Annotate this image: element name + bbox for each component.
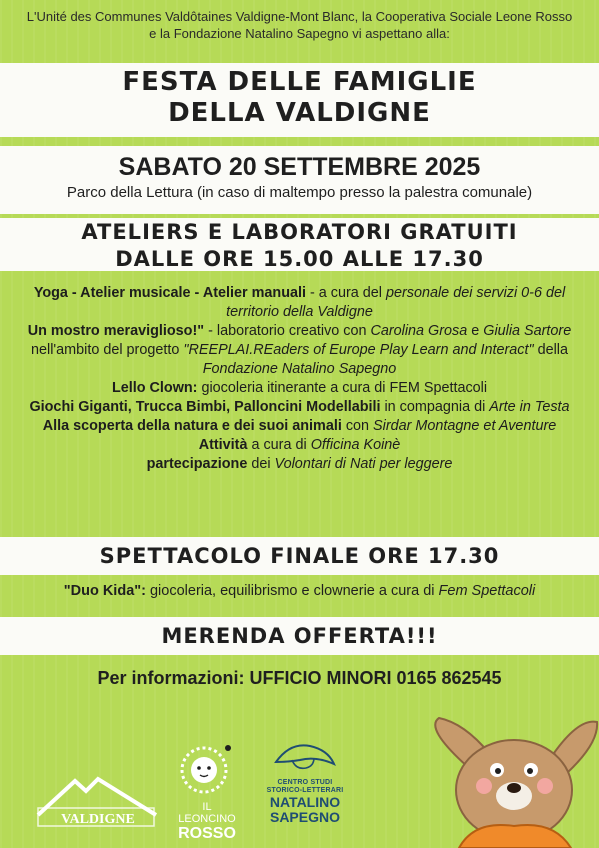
ateliers-line-2: DALLE ORE 15.00 ALLE 17.30: [115, 247, 484, 271]
valdigne-logo: [30, 773, 166, 829]
leoncino-line-1: IL LEONCINO: [178, 801, 236, 825]
leoncino-rosso-logo: [176, 742, 238, 842]
intro-text: [0, 8, 599, 42]
title-line-1: FESTA DELLE FAMIGLIE: [122, 67, 477, 97]
activity-item: Alla scoperta della natura e dei suoi animali con Sirdar Montagne et Aventure: [42, 418, 557, 434]
valdigne-logo-text: VALDIGNE: [61, 812, 135, 827]
event-date: SABATO 20 SETTEMBRE 2025: [118, 153, 481, 181]
ateliers-band: [0, 218, 599, 271]
intro-line-2: e la Fondazione Natalino Sapegno vi aspettano alla:: [149, 26, 450, 41]
merenda-band: [0, 617, 599, 655]
activity-item: partecipazione dei Volontari di Nati per leggere: [146, 456, 453, 472]
finale-title: SPETTACOLO FINALE ORE 17.30: [99, 544, 500, 568]
date-band: [0, 146, 599, 214]
title-line-2: DELLA VALDIGNE: [168, 98, 431, 128]
finale-band: [0, 537, 599, 575]
sapegno-line-1: CENTRO STUDI: [277, 779, 333, 786]
activity-item: Yoga - Atelier musicale - Atelier manuali - a cura del personale dei servizi 0-6 del territorio della Valdigne: [33, 285, 566, 320]
sapegno-logo: [256, 738, 354, 830]
activity-item: Lello Clown: giocoleria itinerante a cura di FEM Spettacoli: [111, 380, 488, 396]
leoncino-line-2: ROSSO: [178, 825, 236, 842]
bunny-illustration: [429, 708, 599, 848]
lion-icon: [176, 742, 238, 796]
activities-list: [24, 284, 575, 474]
finale-description: "Duo Kida": giocoleria, equilibrismo e clownerie a cura di Fem Spettacoli: [63, 583, 536, 599]
activity-item: Un mostro meraviglioso!" - laboratorio creativo con Carolina Grosa e Giulia Sartore nell'ambito del progetto "REEPLAI.REaders of Europe Play Learn and Interact" della Fondazione Natalino Sapegno: [27, 323, 572, 377]
activity-item: Attività a cura di Officina Koinè: [198, 437, 401, 453]
hat-figure-icon: [270, 738, 340, 774]
title-band: [0, 63, 599, 137]
sapegno-line-3: NATALINO: [269, 794, 341, 810]
merenda-text: MERENDA OFFERTA!!!: [161, 624, 438, 648]
sapegno-line-2: STORICO-LETTERARI: [266, 787, 344, 794]
event-place: Parco della Lettura (in caso di maltempo presso la palestra comunale): [66, 184, 533, 201]
sapegno-line-4: SAPEGNO: [269, 809, 340, 825]
activity-item: Giochi Giganti, Trucca Bimbi, Palloncini Modellabili in compagnia di Arte in Testa: [29, 399, 570, 415]
contact-info: Per informazioni: UFFICIO MINORI 0165 862545: [97, 668, 502, 688]
intro-line-1: L'Unité des Communes Valdôtaines Valdigne-Mont Blanc, la Cooperativa Sociale Leone Rosso: [26, 9, 573, 24]
ateliers-line-1: ATELIERS E LABORATORI GRATUITI: [81, 220, 518, 244]
